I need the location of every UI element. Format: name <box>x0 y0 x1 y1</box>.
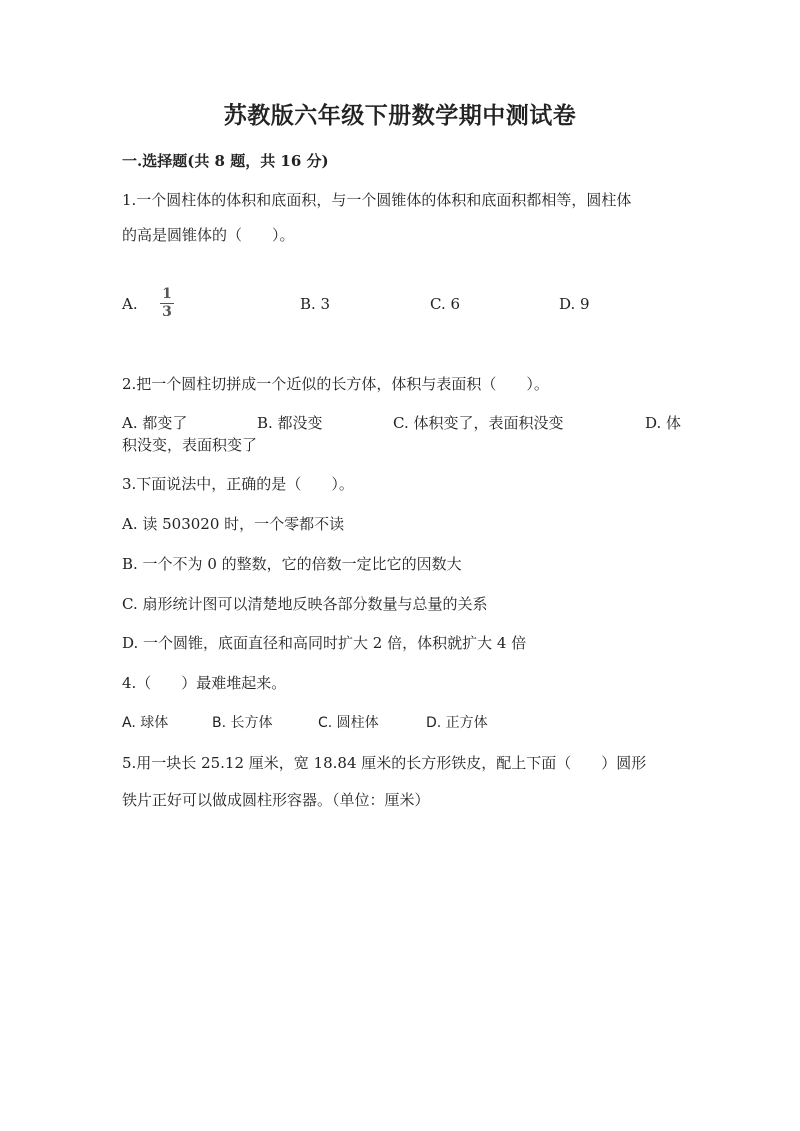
question-3-option-c: C. 扇形统计图可以清楚地反映各部分数量与总量的关系 <box>122 595 488 613</box>
question-1-option-d: D. 9 <box>559 295 590 313</box>
section-heading: 一.选择题(共 8 题，共 16 分) <box>122 152 329 170</box>
question-3-option-b: B. 一个不为 0 的整数，它的倍数一定比它的因数大 <box>122 555 462 573</box>
question-2-option-d: D. 体 <box>645 414 682 432</box>
question-2-option-b: B. 都没变 <box>257 414 323 432</box>
question-2-stem: 2.把一个圆柱切拼成一个近似的长方体，体积与表面积（ ）。 <box>122 375 549 393</box>
question-1-option-a-fraction <box>160 287 174 320</box>
question-5-line-1: 5.用一块长 25.12 厘米，宽 18.84 厘米的长方形铁皮，配上下面（ ）圆形 <box>122 754 647 772</box>
question-3-stem: 3.下面说法中，正确的是（ ）。 <box>122 475 354 493</box>
fraction-denominator: 3 <box>162 304 172 320</box>
question-4-option-a: A. 球体 <box>122 715 169 731</box>
question-3-option-d: D. 一个圆锥，底面直径和高同时扩大 2 倍，体积就扩大 4 倍 <box>122 634 527 652</box>
question-1-option-a-label: A. <box>122 295 138 313</box>
fraction-numerator: 1 <box>162 286 172 302</box>
question-5-line-2: 铁片正好可以做成圆柱形容器。（单位：厘米） <box>122 791 430 809</box>
question-3-option-a: A. 读 503020 时，一个零都不读 <box>122 515 345 533</box>
question-4-option-b: B. 长方体 <box>212 715 273 731</box>
question-1-option-b: B. 3 <box>300 295 331 313</box>
page-title: 苏教版六年级下册数学期中测试卷 <box>223 102 577 129</box>
question-1-line-1: 1.一个圆柱体的体积和底面积，与一个圆锥体的体积和底面积都相等，圆柱体 <box>122 191 632 209</box>
question-4-option-c: C. 圆柱体 <box>318 715 379 731</box>
question-2-option-a: A. 都变了 <box>122 414 188 432</box>
question-2-option-d-continued: 积没变，表面积变了 <box>122 436 258 454</box>
question-4-option-d: D. 正方体 <box>426 715 488 731</box>
question-1-option-c: C. 6 <box>430 295 461 313</box>
question-1-line-2: 的高是圆锥体的（ ）。 <box>122 226 295 244</box>
question-4-stem: 4.（ ）最难堆起来。 <box>122 674 287 692</box>
question-2-option-c: C. 体积变了，表面积没变 <box>393 414 564 432</box>
